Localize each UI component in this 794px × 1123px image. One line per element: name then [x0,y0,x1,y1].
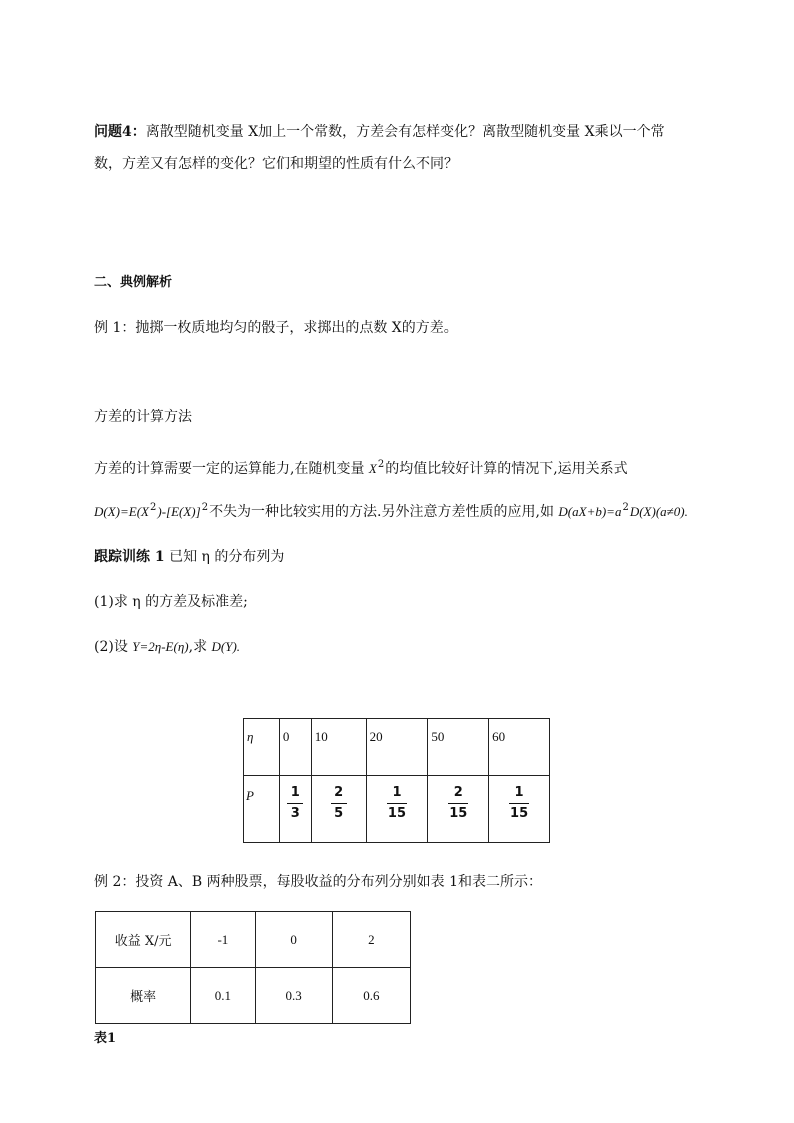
fraction-numerator: 2 [453,784,463,800]
return-value-cell: 0 [255,912,332,968]
eta-label-cell: η [244,719,280,776]
section-heading: 二、典例解析 [94,275,173,290]
table-row [96,968,411,1024]
linear-variance-formula-sup: 2 [622,502,629,513]
method-title: 方差的计算方法 [94,409,192,425]
probability-cell [428,776,489,843]
eta-value-cell: 60 [489,719,550,776]
eta-distribution-table [243,718,550,843]
variance-formula-part-2: )-[E(X)] [157,504,201,519]
eta-value-cell: 0 [279,719,311,776]
eta-value-cell: 20 [366,719,428,776]
example-1: 例 1：抛掷一枚质地均匀的骰子，求掷出的点数 X的方差。 [94,320,458,336]
probability-value-cell: 0.3 [255,968,332,1024]
question-4-line-1 [94,122,665,142]
fraction-numerator: 1 [290,784,300,800]
eta-value-cell: 10 [311,719,366,776]
linear-variance-formula-part-1: D(aX+b)=a [558,504,622,519]
return-label-cell: 收益 X/元 [96,912,191,968]
fraction-denominator: 5 [334,805,344,821]
table-row [244,776,550,843]
method-superscript: 2 [377,459,385,470]
fraction-denominator: 3 [290,805,300,821]
probability-cell [489,776,550,843]
fraction-denominator: 15 [510,805,529,821]
stock-a-return-table [95,911,411,1024]
variance-formula-sup-1: 2 [149,502,157,513]
practice-q2-mid: ,求 [188,639,212,655]
question-4-line-2: 数，方差又有怎样的变化？它们和期望的性质有什么不同？ [94,156,458,172]
probability-cell [279,776,311,843]
table-1-caption: 表1 [94,1031,117,1046]
table-row [96,912,411,968]
return-value-cell: 2 [332,912,410,968]
eta-value-cell: 50 [428,719,489,776]
probability-value-cell: 0.1 [191,968,255,1024]
fraction-denominator: 15 [449,805,468,821]
example-2: 例 2：投资 A、B 两种股票，每股收益的分布列分别如表 1和表二所示： [94,874,543,890]
practice-q2-formula-2: D(Y). [211,639,241,654]
question-4-text-1: 离散型随机变量 X加上一个常数，方差会有怎样变化？离散型随机变量 X乘以一个常 [145,124,665,140]
probability-value-cell: 0.6 [332,968,410,1024]
variance-formula-part-1: D(X)=E(X [94,504,149,519]
linear-variance-formula-part-2: D(X)(a≠0). [629,504,688,519]
practice-q2-pre: (2)设 [94,639,133,655]
practice-text: 已知 η 的分布列为 [164,549,285,565]
fraction-numerator: 2 [334,784,344,800]
practice-q2-formula: Y=2η-E(η) [132,639,189,654]
method-text-line-1 [94,459,628,481]
method-var-x: X [368,461,377,476]
probability-cell [311,776,366,843]
practice-label: 跟踪训练 1 [94,549,165,565]
method-text-1a: 方差的计算需要一定的运算能力,在随机变量 [94,461,369,477]
practice-heading [94,547,284,567]
fraction-denominator: 15 [387,805,407,821]
practice-question-1: (1)求 η 的方差及标准差; [94,594,248,610]
fraction-numerator: 1 [514,784,524,800]
question-4-label: 问题4： [94,124,146,140]
probability-cell [366,776,428,843]
method-text-2-mid: 不失为一种比较实用的方法.另外注意方差性质的应用,如 [209,504,559,520]
practice-question-2 [94,637,240,657]
method-text-line-2 [94,502,688,524]
return-value-cell: -1 [191,912,255,968]
fraction-numerator: 1 [392,784,402,800]
probability-label-cell: 概率 [96,968,191,1024]
table-row [244,719,550,776]
method-text-1b: 的均值比较好计算的情况下,运用关系式 [385,461,628,477]
variance-formula-sup-2: 2 [201,502,209,513]
probability-label-cell: P [244,776,280,843]
